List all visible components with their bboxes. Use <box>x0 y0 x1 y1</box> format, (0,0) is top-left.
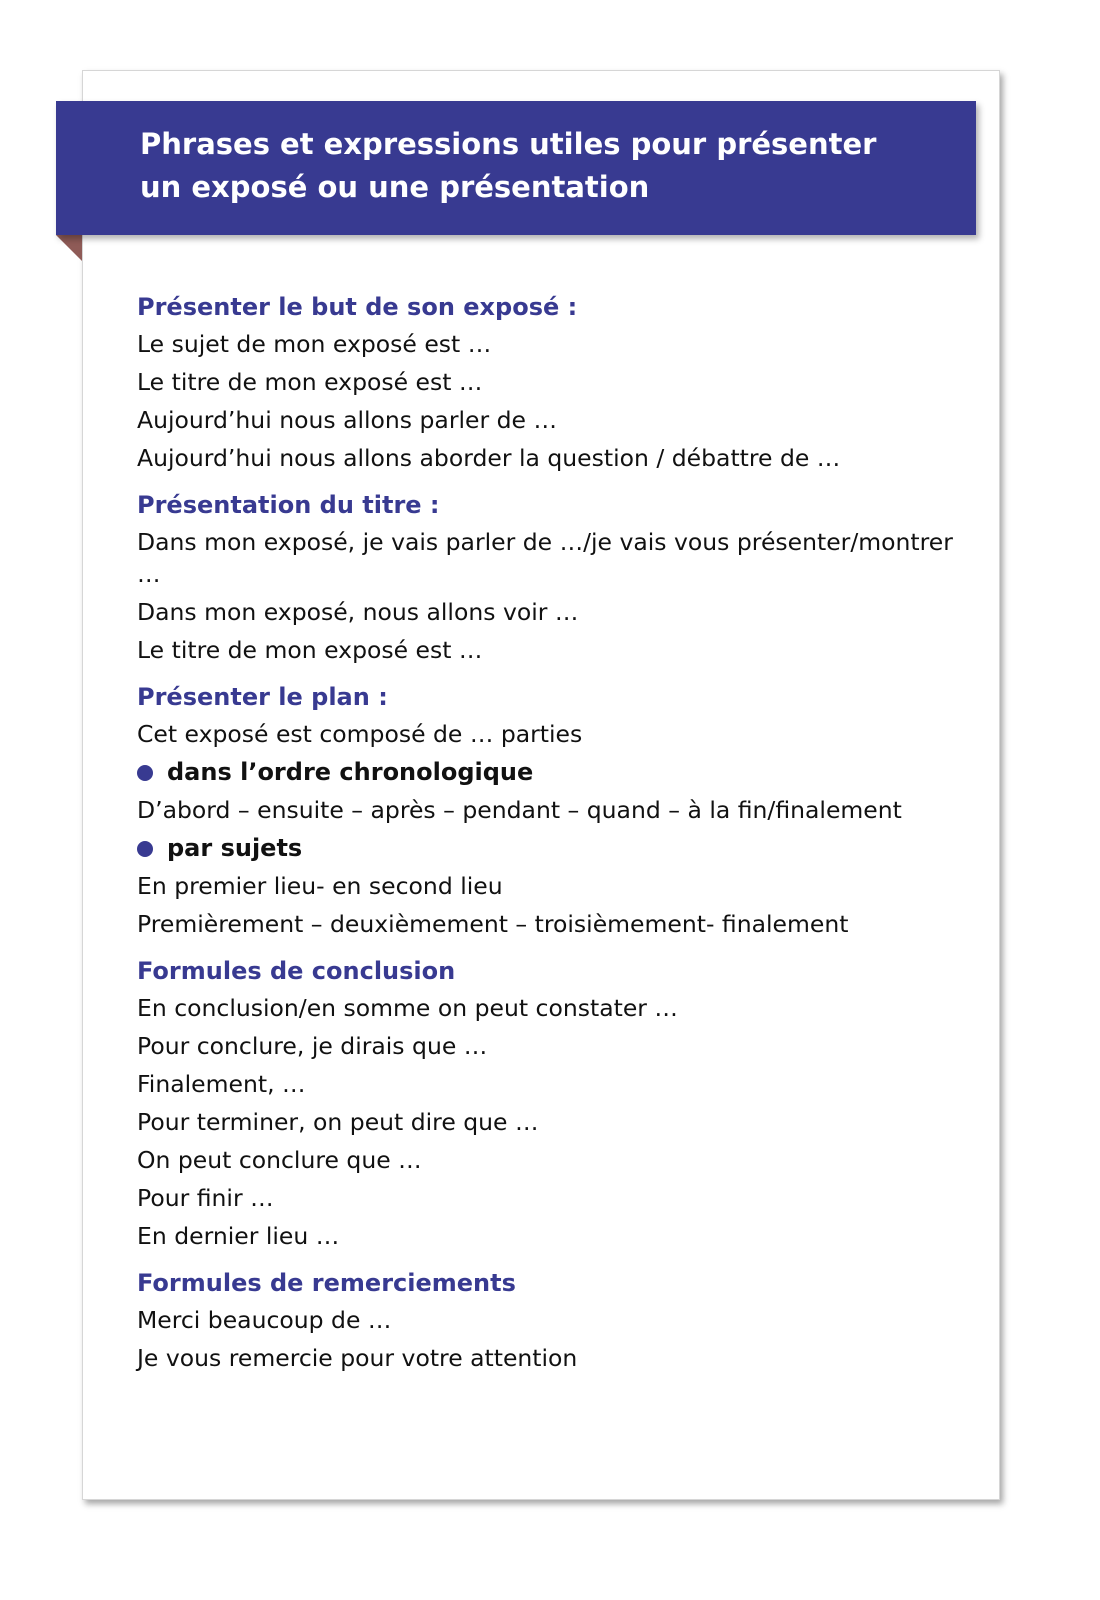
phrase-list <box>137 290 977 1388</box>
section-heading: Formules de conclusion <box>137 957 456 985</box>
phrase-lines <box>137 526 977 666</box>
phrase-line: Pour finir … <box>137 1184 274 1212</box>
phrase-line: Dans mon exposé, nous allons voir … <box>137 598 579 626</box>
section-3 <box>137 954 977 1252</box>
bullet-subheading <box>137 832 977 864</box>
section-heading: Présenter le but de son exposé : <box>137 293 578 321</box>
phrase-line: On peut conclure que … <box>137 1146 422 1174</box>
phrase-line: Pour conclure, je dirais que … <box>137 1032 488 1060</box>
phrase-line: En dernier lieu … <box>137 1222 340 1250</box>
phrase-line: Le titre de mon exposé est … <box>137 636 483 664</box>
bullet-text: dans l’ordre chronologique <box>167 758 534 786</box>
phrase-line: Premièrement – deuxièmement – troisièmement- finalement <box>137 910 849 938</box>
phrase-lines <box>137 1304 977 1374</box>
section-1 <box>137 488 977 666</box>
phrase-line: Dans mon exposé, je vais parler de …/je vais vous présenter/montrer … <box>137 528 953 588</box>
section-heading: Présenter le plan : <box>137 683 388 711</box>
phrase-line: Cet exposé est composé de … parties <box>137 720 583 748</box>
section-4 <box>137 1266 977 1374</box>
phrase-line: D’abord – ensuite – après – pendant – quand – à la fin/finalement <box>137 796 902 824</box>
phrase-line: En premier lieu- en second lieu <box>137 872 503 900</box>
phrase-lines <box>137 718 977 940</box>
bullet-dot-icon <box>137 765 153 781</box>
phrase-line: Aujourd’hui nous allons aborder la question / débattre de … <box>137 444 841 472</box>
section-heading: Formules de remerciements <box>137 1269 516 1297</box>
phrase-line: Le titre de mon exposé est … <box>137 368 483 396</box>
phrase-line: Pour terminer, on peut dire que … <box>137 1108 539 1136</box>
section-0 <box>137 290 977 474</box>
bullet-dot-icon <box>137 841 153 857</box>
bullet-subheading <box>137 756 977 788</box>
phrase-line: En conclusion/en somme on peut constater … <box>137 994 678 1022</box>
phrase-line: Aujourd’hui nous allons parler de … <box>137 406 557 434</box>
bullet-text: par sujets <box>167 834 303 862</box>
phrase-lines <box>137 992 977 1252</box>
phrase-lines <box>137 328 977 474</box>
title-banner <box>56 101 976 235</box>
phrase-line: Le sujet de mon exposé est … <box>137 330 492 358</box>
page-title: Phrases et expressions utiles pour présenter un exposé ou une présentation <box>140 127 877 204</box>
phrase-line: Je vous remercie pour votre attention <box>137 1344 578 1372</box>
phrase-line: Finalement, … <box>137 1070 306 1098</box>
phrase-line: Merci beaucoup de … <box>137 1306 392 1334</box>
section-heading: Présentation du titre : <box>137 491 440 519</box>
section-2 <box>137 680 977 940</box>
banner-fold <box>56 235 82 261</box>
